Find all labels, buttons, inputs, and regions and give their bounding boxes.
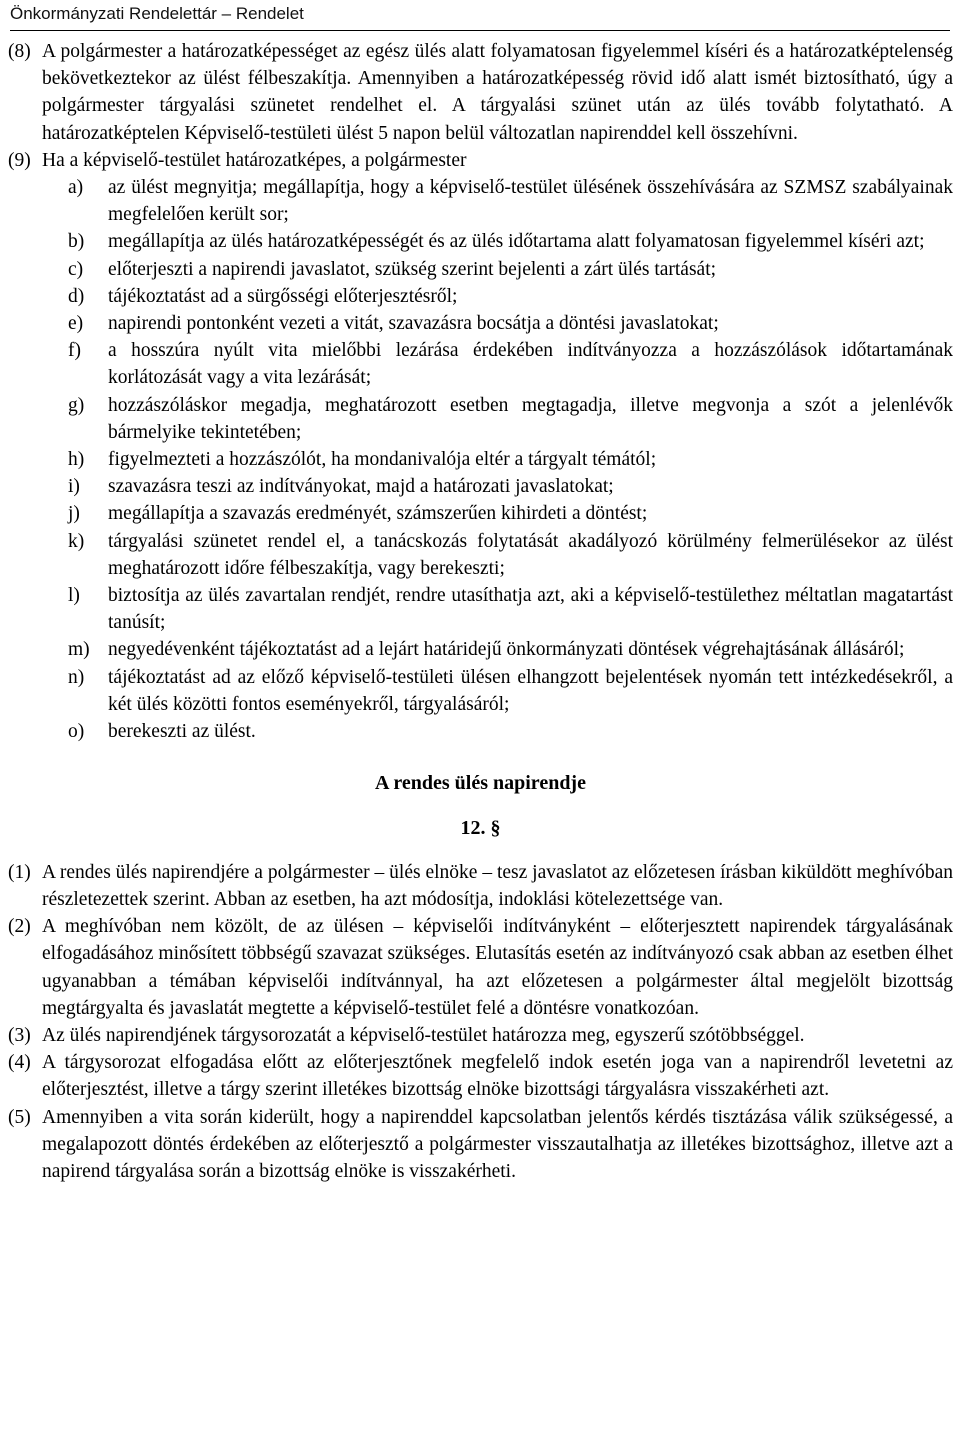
page-header (10, 0, 950, 31)
paragraph-number: (8) (8, 41, 31, 62)
list-item-letter: l) (68, 585, 80, 607)
list-item-letter: f) (68, 340, 81, 362)
paragraph-number: (5) (8, 1106, 31, 1128)
list-item-text: szavazásra teszi az indítványokat, majd a határozati javaslatokat; (108, 476, 614, 498)
paragraph-text: Amennyiben a vita során kiderült, hogy a napirenddel kapcsolatban jelentős kérdés tisztázása válik szükségessé, a megalapozott döntés érdekében az előterjesztő a polgármester visszautalhatja az illetékes bizottsághoz, illetve azt a napirend tárgyalása során a bizottság elnöke is visszakérheti. (42, 1106, 953, 1182)
section-paragraph (8, 1104, 953, 1186)
list-item-text: előterjeszti a napirendi javaslatot, szükség szerint bejelenti a zárt ülés tartását; (108, 258, 717, 280)
paragraph-text: Az ülés napirendjének tárgysorozatát a képviselő-testület határozza meg, egyszerű szótöbbséggel. (42, 1024, 805, 1046)
list-item (68, 473, 953, 500)
paragraph-text: A tárgysorozat elfogadása előtt az előterjesztőnek megfelelő indok esetén joga van a napirendről levetetni az előterjesztést, illetve a tárgy szerint illetékes bizottság elnöke bizottsági tárgyalásra visszakérheti azt. (42, 1052, 953, 1101)
list-item (68, 228, 953, 255)
list-item (68, 174, 953, 228)
list-item (68, 582, 953, 636)
list-item-text: megállapítja a szavazás eredményét, számszerűen kihirdeti a döntést; (108, 503, 648, 525)
section-paragraph (8, 859, 953, 913)
paragraph-text: A meghívóban nem közölt, de az ülésen – képviselői indítványként – előterjesztett napirendek tárgyalásának elfogadásához minősített többségű szavazat szükséges. Elutasítás esetén az indítványozó csak abban az esetben élhet ugyanabban a témában képviselői indítvánnyal, ha azt előzetesen a polgármester által megjelölt bizottság megtárgyalta és javaslatát megtette a képviselő-testület felé a döntésre vonatkozóan. (42, 916, 953, 1019)
paragraph-number: (2) (8, 916, 31, 938)
list-item-letter: i) (68, 476, 80, 498)
list-item-text: hozzászóláskor megadja, meghatározott esetben megtagadja, illetve megvonja a szót a jelenlévők bármelyike tekintetében; (108, 394, 953, 443)
paragraph-number: (4) (8, 1052, 31, 1074)
list-item-letter: e) (68, 313, 84, 335)
section-paragraph (8, 1049, 953, 1103)
list-item (68, 283, 953, 310)
list-item-text: a hosszúra nyúlt vita mielőbbi lezárása érdekében indítványozza a hozzászólások időtartamának korlátozását vagy a vita lezárását; (108, 340, 953, 389)
list-item-letter: b) (68, 231, 85, 253)
section-title: A rendes ülés napirendje (375, 772, 586, 795)
list-item (68, 256, 953, 283)
list-item-text: tájékoztatást ad a sürgősségi előterjesztésről; (108, 285, 458, 307)
section-paragraph (8, 913, 953, 1022)
list-item-letter: c) (68, 258, 84, 280)
list-item (68, 446, 953, 473)
list-item (68, 392, 953, 446)
paragraph-number: (9) (8, 149, 31, 171)
list-item-letter: d) (68, 285, 85, 307)
list-item-text: berekeszti az ülést. (108, 721, 256, 743)
list-item-letter: m) (68, 639, 90, 661)
list-item-letter: o) (68, 721, 85, 743)
list-item-text: figyelmezteti a hozzászólót, ha mondanivalója eltér a tárgyalt témától; (108, 449, 657, 471)
paragraph-text: A polgármester a határozatképességet az egész ülés alatt folyamatosan figyelemmel kíséri és a határozatképtelenség bekövetkeztekor az ülést félbeszakítja. Amennyiben a határozatképesség rövid idő alatt ismét biztosítható, úgy a polgármester tárgyalási szünetet rendelhet el. A tárgyalási szünet után az ülés tovább folytatható. A határozatképtelen Képviselő-testületi ülést 5 napon belül változatlan napirenddel kell összehívni. (42, 41, 953, 144)
list-item-text: negyedévenként tájékoztatást ad a lejárt határidejű önkormányzati döntések végrehajtásának állásáról; (108, 639, 905, 661)
paragraph-8 (8, 38, 953, 147)
list-item-letter: k) (68, 530, 85, 552)
paragraph-number: (3) (8, 1024, 31, 1046)
list-item (68, 664, 953, 718)
document-body (8, 38, 953, 1185)
duty-list (42, 174, 953, 745)
list-item-letter: a) (68, 177, 84, 199)
paragraph-number: (1) (8, 861, 31, 883)
list-item (68, 500, 953, 527)
section-number: 12. § (460, 817, 501, 840)
list-item-letter: j) (68, 503, 80, 525)
paragraph-text: A rendes ülés napirendjére a polgármester – ülés elnöke – tesz javaslatot az előzetesen írásban kiküldött meghívóban részletezettek szerint. Abban az esetben, ha azt módosítja, indoklási kötelezettsége van. (42, 861, 953, 910)
list-item-letter: g) (68, 394, 85, 416)
list-item (68, 337, 953, 391)
list-item-text: megállapítja az ülés határozatképességét és az ülés időtartama alatt folyamatosan figyelemmel kíséri azt; (108, 231, 925, 253)
list-item (68, 310, 953, 337)
list-item (68, 528, 953, 582)
list-item-text: tárgyalási szünetet rendel el, a tanácskozás folytatását akadályozó körülmény felmerülésekor az ülést meghatározott időre félbeszakítja, vagy berekeszti; (108, 530, 953, 579)
paragraph-lead: Ha a képviselő-testület határozatképes, a polgármester (42, 149, 467, 171)
list-item (68, 636, 953, 663)
list-item-text: az ülést megnyitja; megállapítja, hogy a képviselő-testület ülésének összehívására az SZMSZ szabályainak megfelelően került sor; (108, 177, 953, 226)
paragraph-9 (8, 147, 953, 745)
list-item-text: biztosítja az ülés zavartalan rendjét, rendre utasíthatja azt, aki a képviselő-testülethez méltatlan magatartást tanúsít; (108, 585, 953, 634)
list-item-letter: n) (68, 666, 85, 688)
list-item-letter: h) (68, 449, 85, 471)
page-header-title: Önkormányzati Rendelettár – Rendelet (10, 4, 304, 23)
list-item (68, 718, 953, 745)
list-item-text: tájékoztatást ad az előző képviselő-testületi ülésen elhangzott bejelentések nyomán tett intézkedésekről, a két ülés közötti fontos eseményekről, tárgyalásáról; (108, 666, 953, 715)
paragraph-block (42, 147, 953, 745)
section-paragraph (8, 1022, 953, 1049)
list-item-text: napirendi pontonként vezeti a vitát, szavazásra bocsátja a döntési javaslatokat; (108, 313, 719, 335)
